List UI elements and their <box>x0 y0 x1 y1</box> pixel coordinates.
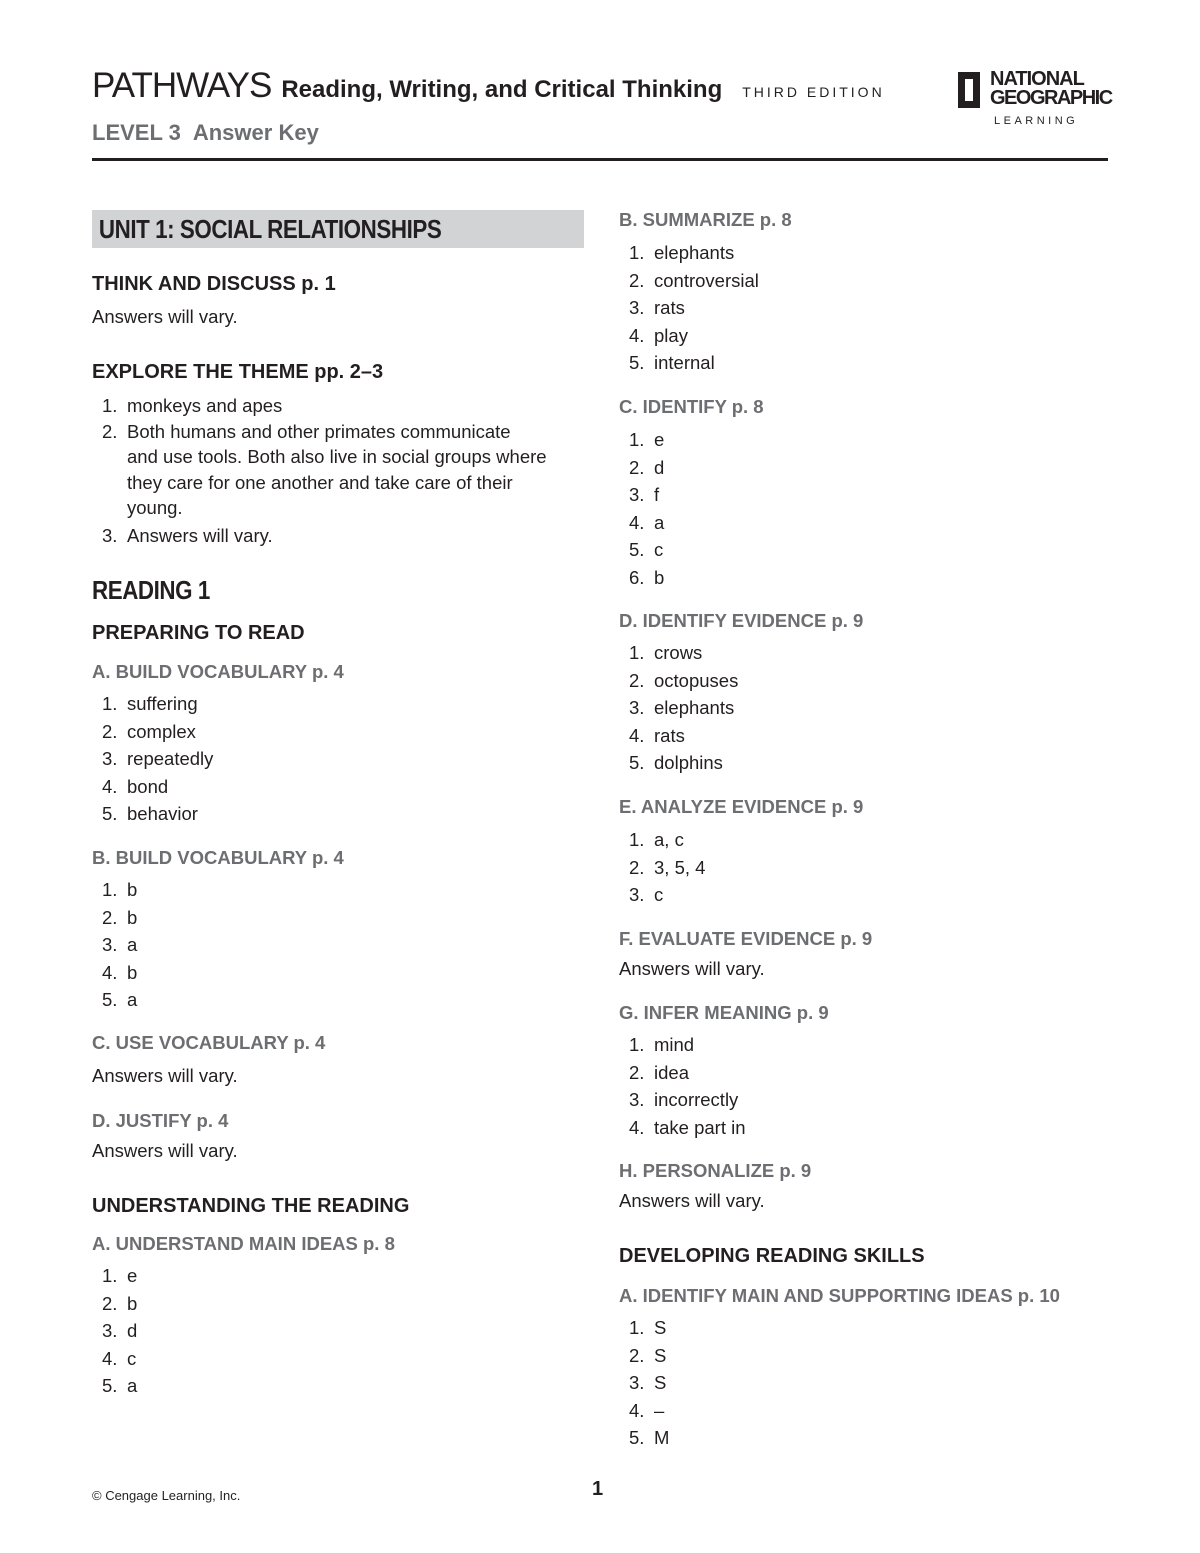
list-item: 5. a <box>102 989 138 1010</box>
main-ideas-heading: A. UNDERSTAND MAIN IDEAS p. 8 <box>92 1233 395 1254</box>
list-item: 3. elephants <box>629 697 735 718</box>
list-item: 5. behavior <box>102 803 198 824</box>
reading-1-heading: READING 1 <box>92 575 210 605</box>
list-item: 2. idea <box>629 1061 689 1083</box>
list-item: 3. S <box>629 1372 667 1393</box>
page-number: 1 <box>592 1478 604 1500</box>
list-item: 5. M <box>629 1427 670 1448</box>
understanding-heading: UNDERSTANDING THE READING <box>92 1195 410 1217</box>
build-vocab-b-heading: B. BUILD VOCABULARY p. 4 <box>92 847 344 868</box>
list-item: 4. play <box>629 324 688 346</box>
list-item: 1. elephants <box>629 242 735 263</box>
copyright-notice: © Cengage Learning, Inc. <box>92 1488 241 1503</box>
list-item: 2. d <box>629 456 665 478</box>
summarize-heading: B. SUMMARIZE p. 8 <box>619 209 792 230</box>
list-item: 4. c <box>102 1347 137 1369</box>
list-item: 1. crows <box>629 642 703 663</box>
list-item: 4. b <box>102 961 138 983</box>
identify-evidence-heading: D. IDENTIFY EVIDENCE p. 9 <box>619 610 864 631</box>
list-item: 1. e <box>629 429 665 450</box>
list-item: 2. Both humans and other primates communicate and use tools. Both also live in social groups where they care for one another and take care of their young. <box>102 420 547 518</box>
use-vocab-answer: Answers will vary. <box>92 1065 238 1086</box>
title-line <box>92 66 885 106</box>
list-item: 3. d <box>102 1320 138 1341</box>
list-item: 4. rats <box>629 724 685 746</box>
logo-line-1: NATIONAL <box>990 68 1084 90</box>
list-item: 1. S <box>629 1317 667 1338</box>
personalize-answer: Answers will vary. <box>619 1190 765 1211</box>
level-line <box>92 120 319 146</box>
level-label: LEVEL 3 <box>92 120 181 145</box>
yellow-border-icon <box>958 72 980 108</box>
build-vocab-a-list <box>92 690 584 828</box>
list-item: 1. b <box>102 879 138 900</box>
list-item: 3. rats <box>629 297 685 318</box>
justify-answer: Answers will vary. <box>92 1140 238 1161</box>
developing-heading: DEVELOPING READING SKILLS <box>619 1245 925 1267</box>
identify-list <box>619 426 1119 591</box>
national-geographic-logo <box>958 68 1112 130</box>
infer-meaning-list <box>619 1031 1119 1141</box>
unit-title: UNIT 1: SOCIAL RELATIONSHIPS <box>98 214 442 244</box>
list-item: 2. controversial <box>629 269 759 291</box>
logo-line-2: GEOGRAPHIC <box>990 87 1112 109</box>
list-item: 6. b <box>629 566 665 588</box>
header-divider <box>92 158 1108 161</box>
preparing-heading: PREPARING TO READ <box>92 622 305 644</box>
build-vocab-a-heading: A. BUILD VOCABULARY p. 4 <box>92 661 344 682</box>
personalize-heading: H. PERSONALIZE p. 9 <box>619 1160 812 1181</box>
main-supporting-list <box>619 1314 1119 1452</box>
use-vocab-heading: C. USE VOCABULARY p. 4 <box>92 1032 326 1053</box>
list-item: 3. incorrectly <box>629 1089 739 1110</box>
summarize-list <box>619 239 1119 377</box>
identify-heading: C. IDENTIFY p. 8 <box>619 396 764 417</box>
list-item: 2. S <box>629 1344 667 1366</box>
brand-title: PATHWAYS <box>92 66 272 105</box>
list-item: 4. – <box>629 1399 665 1421</box>
build-vocab-b-list <box>92 876 584 1014</box>
explore-theme-heading: EXPLORE THE THEME pp. 2–3 <box>92 361 384 383</box>
page-header <box>92 66 1112 162</box>
evaluate-evidence-heading: F. EVALUATE EVIDENCE p. 9 <box>619 928 873 949</box>
explore-theme-list <box>92 393 584 548</box>
list-item: 4. bond <box>102 775 169 797</box>
list-item: 2. octopuses <box>629 669 739 691</box>
main-supporting-heading: A. IDENTIFY MAIN AND SUPPORTING IDEAS p. 10 <box>619 1285 1060 1306</box>
list-item: 5. a <box>102 1375 138 1396</box>
list-item: 3. a <box>102 934 138 955</box>
main-ideas-list <box>92 1262 584 1400</box>
list-item: 5. internal <box>629 352 715 373</box>
list-item: 1. suffering <box>102 693 198 714</box>
list-item: 3. repeatedly <box>102 748 214 769</box>
list-item: 2. 3, 5, 4 <box>629 856 706 878</box>
evaluate-evidence-answer: Answers will vary. <box>619 958 765 979</box>
logo-line-3: LEARNING <box>994 115 1079 127</box>
list-item: 4. take part in <box>629 1116 746 1138</box>
list-item: 1. monkeys and apes <box>102 395 283 416</box>
book-subtitle: Reading, Writing, and Critical Thinking <box>281 76 723 103</box>
analyze-evidence-list <box>619 826 1119 909</box>
list-item: 3. c <box>629 884 664 905</box>
list-item: 5. c <box>629 539 664 560</box>
list-item: 2. b <box>102 1292 138 1314</box>
list-item: 3. Answers will vary. <box>102 524 273 546</box>
list-item: 2. b <box>102 906 138 928</box>
unit-title-bar <box>92 210 584 248</box>
edition-label: THIRD EDITION <box>742 84 885 100</box>
list-item: 4. a <box>629 511 665 533</box>
analyze-evidence-heading: E. ANALYZE EVIDENCE p. 9 <box>619 796 864 817</box>
think-discuss-heading: THINK AND DISCUSS p. 1 <box>92 273 336 295</box>
list-item: 5. dolphins <box>629 752 723 773</box>
answer-key-label: Answer Key <box>192 120 319 145</box>
list-item: 2. complex <box>102 720 196 742</box>
identify-evidence-list <box>619 639 1119 777</box>
think-discuss-answer: Answers will vary. <box>92 306 238 327</box>
infer-meaning-heading: G. INFER MEANING p. 9 <box>619 1002 829 1023</box>
list-item: 1. mind <box>629 1034 695 1055</box>
list-item: 1. e <box>102 1265 138 1286</box>
list-item: 1. a, c <box>629 829 684 850</box>
list-item: 3. f <box>629 484 660 505</box>
justify-heading: D. JUSTIFY p. 4 <box>92 1110 229 1131</box>
